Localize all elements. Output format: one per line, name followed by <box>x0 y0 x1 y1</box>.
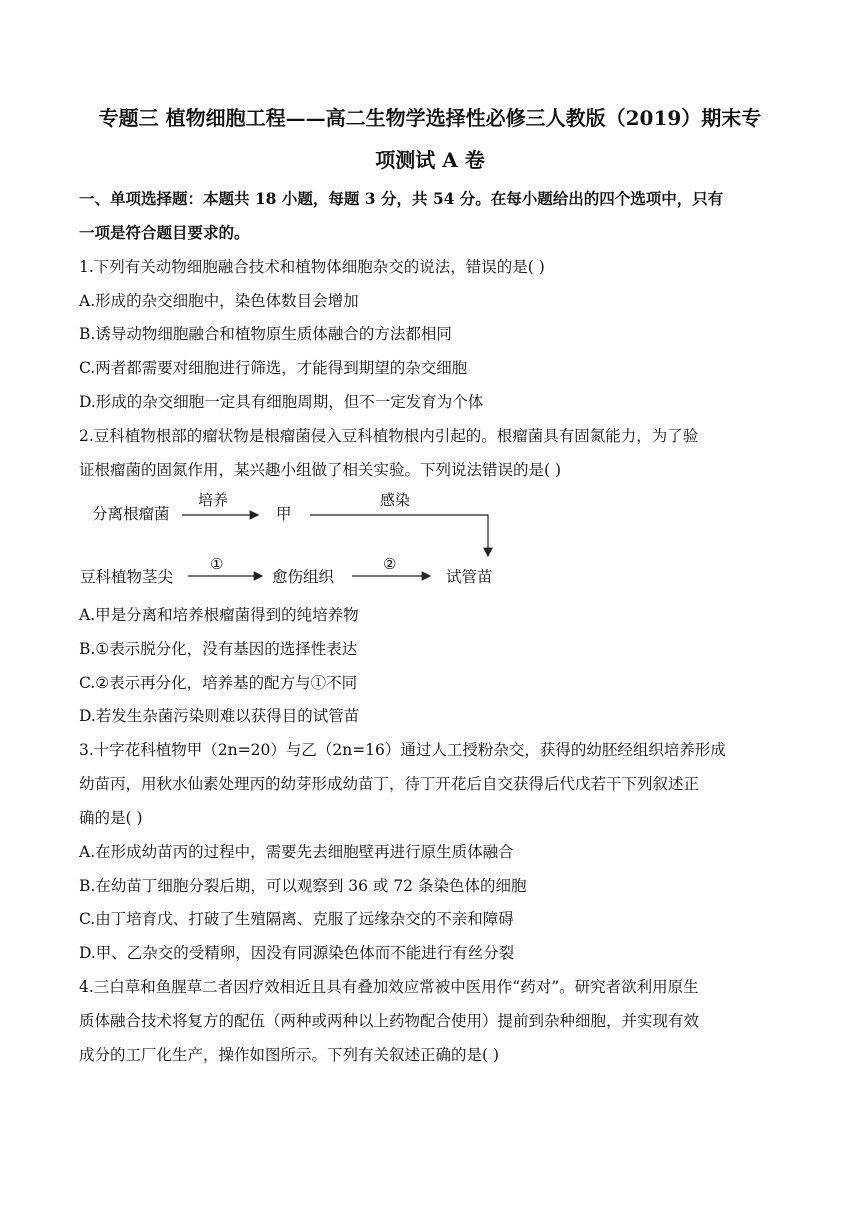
node-legume-shoot-tip: 豆科植物茎尖 <box>80 568 174 586</box>
q2-option-b: B.①表示脱分化，没有基因的选择性表达 <box>79 640 358 658</box>
label-step-1: ① <box>210 555 224 573</box>
label-step-2: ② <box>383 555 397 573</box>
q1-stem: 1.下列有关动物细胞融合技术和植物体细胞杂交的说法，错误的是( ) <box>79 258 545 276</box>
q2-stem-line-1: 2.豆科植物根部的瘤状物是根瘤菌侵入豆科植物根内引起的。根瘤菌具有固氮能力，为了验 <box>79 427 699 445</box>
node-test-tube-seedling: 试管苗 <box>446 568 493 586</box>
q3-stem-line-2: 幼苗丙，用秋水仙素处理丙的幼芽形成幼苗丁，待丁开花后自交获得后代戊若干下列叙述正 <box>79 775 700 793</box>
q1-option-d: D.形成的杂交细胞一定具有细胞周期，但不一定发育为个体 <box>79 393 484 411</box>
q1-option-b: B.诱导动物细胞融合和植物原生质体融合的方法都相同 <box>79 325 452 343</box>
label-culture: 培养 <box>198 491 229 509</box>
q2-option-d: D.若发生杂菌污染则难以获得目的试管苗 <box>79 707 360 725</box>
q3-stem-line-1: 3.十字花科植物甲（2n=20）与乙（2n=16）通过人工授粉杂交，获得的幼胚经组织培养形成 <box>79 741 726 759</box>
q2-flow-diagram <box>80 488 520 596</box>
node-jia: 甲 <box>276 505 292 523</box>
q2-stem-line-2: 证根瘤菌的固氮作用，某兴趣小组做了相关实验。下列说法错误的是( ) <box>79 461 562 479</box>
q1-option-a: A.形成的杂交细胞中，染色体数目会增加 <box>79 292 359 310</box>
document-title-line-1: 专题三 植物细胞工程——高二生物学选择性必修三人教版（2019）期末专 <box>98 106 762 130</box>
document-title-line-2: 项测试 A 卷 <box>375 148 485 172</box>
q2-option-a: A.甲是分离和培养根瘤菌得到的纯培养物 <box>79 606 359 624</box>
q4-stem-line-1: 4.三白草和鱼腥草二者因疗效相近且具有叠加效应常被中医用作“药对”。研究者欲利用原生 <box>79 978 699 996</box>
label-infect: 感染 <box>380 491 411 509</box>
q3-option-d: D.甲、乙杂交的受精卵，因没有同源染色体而不能进行有丝分裂 <box>79 944 515 962</box>
q4-stem-line-3: 成分的工厂化生产，操作如图所示。下列有关叙述正确的是( ) <box>79 1046 500 1064</box>
node-isolate-rhizobia: 分离根瘤菌 <box>92 505 170 523</box>
node-callus: 愈伤组织 <box>272 568 335 586</box>
q3-stem-line-3: 确的是( ) <box>79 809 143 827</box>
q3-option-b: B.在幼苗丁细胞分裂后期，可以观察到 36 或 72 条染色体的细胞 <box>79 877 527 895</box>
q3-option-c: C.由丁培育戊、打破了生殖隔离、克服了远缘杂交的不亲和障碍 <box>79 910 514 928</box>
section-heading-line-2: 一项是符合题目要求的。 <box>79 223 250 242</box>
q4-stem-line-2: 质体融合技术将复方的配伍（两种或两种以上药物配合使用）提前到杂种细胞，并实现有效 <box>79 1012 700 1030</box>
q1-option-c: C.两者都需要对细胞进行筛选，才能得到期望的杂交细胞 <box>79 359 468 377</box>
section-heading-line-1: 一、单项选择题：本题共 18 小题，每题 3 分，共 54 分。在每小题给出的四个选项中，只有 <box>79 189 724 208</box>
q3-option-a: A.在形成幼苗丙的过程中，需要先去细胞壁再进行原生质体融合 <box>79 843 514 861</box>
q2-option-c: C.②表示再分化，培养基的配方与①不同 <box>79 674 358 692</box>
arrow-infect-line <box>310 515 488 556</box>
